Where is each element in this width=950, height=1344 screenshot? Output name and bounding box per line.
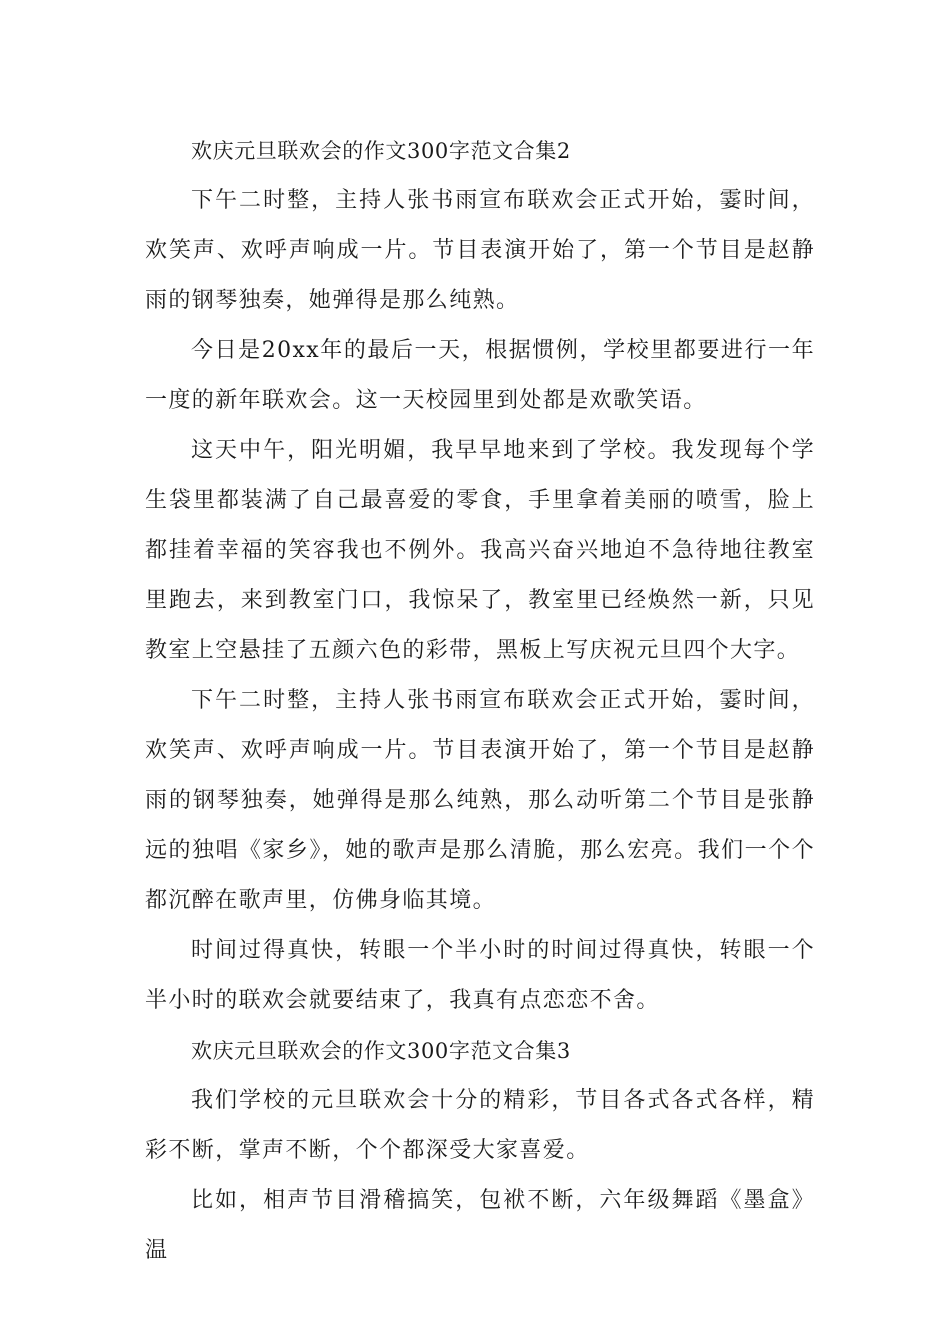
section-heading: 欢庆元旦联欢会的作文300字范文合集2 xyxy=(191,139,571,163)
article-body xyxy=(145,126,815,1276)
paragraph: 下午二时整，主持人张书雨宣布联欢会正式开始，霎时间，欢笑声、欢呼声响成一片。节目表演开始了，第一个节目是赵静雨的钢琴独奏，她弹得是那么纯熟，那么动听第二个节目是张静远的独唱《家乡》，她的歌声是那么清脆，那么宏亮。我们一个个都沉醉在歌声里，仿佛身临其境。 xyxy=(145,688,815,913)
paragraph: 时间过得真快，转眼一个半小时的时间过得真快，转眼一个半小时的联欢会就要结束了，我真有点恋恋不舍。 xyxy=(145,938,815,1013)
paragraph: 我们学校的元旦联欢会十分的精彩，节目各式各式各样，精彩不断，掌声不断，个个都深受大家喜爱。 xyxy=(145,1088,815,1163)
paragraph: 这天中午，阳光明媚，我早早地来到了学校。我发现每个学生袋里都装满了自己最喜爱的零食，手里拿着美丽的喷雪，脸上都挂着幸福的笑容我也不例外。我高兴奋兴地迫不急待地往教室里跑去，来到教室门口，我惊呆了，教室里已经焕然一新，只见教室上空悬挂了五颜六色的彩带，黑板上写庆祝元旦四个大字。 xyxy=(145,438,815,663)
paragraph: 比如，相声节目滑稽搞笑，包袱不断，六年级舞蹈《墨盒》温 xyxy=(145,1188,815,1263)
paragraph: 今日是20xx年的最后一天，根据惯例，学校里都要进行一年一度的新年联欢会。这一天校园里到处都是欢歌笑语。 xyxy=(145,338,815,413)
section-heading: 欢庆元旦联欢会的作文300字范文合集3 xyxy=(191,1039,571,1063)
paragraph: 下午二时整，主持人张书雨宣布联欢会正式开始，霎时间，欢笑声、欢呼声响成一片。节目表演开始了，第一个节目是赵静雨的钢琴独奏，她弹得是那么纯熟。 xyxy=(145,188,815,313)
